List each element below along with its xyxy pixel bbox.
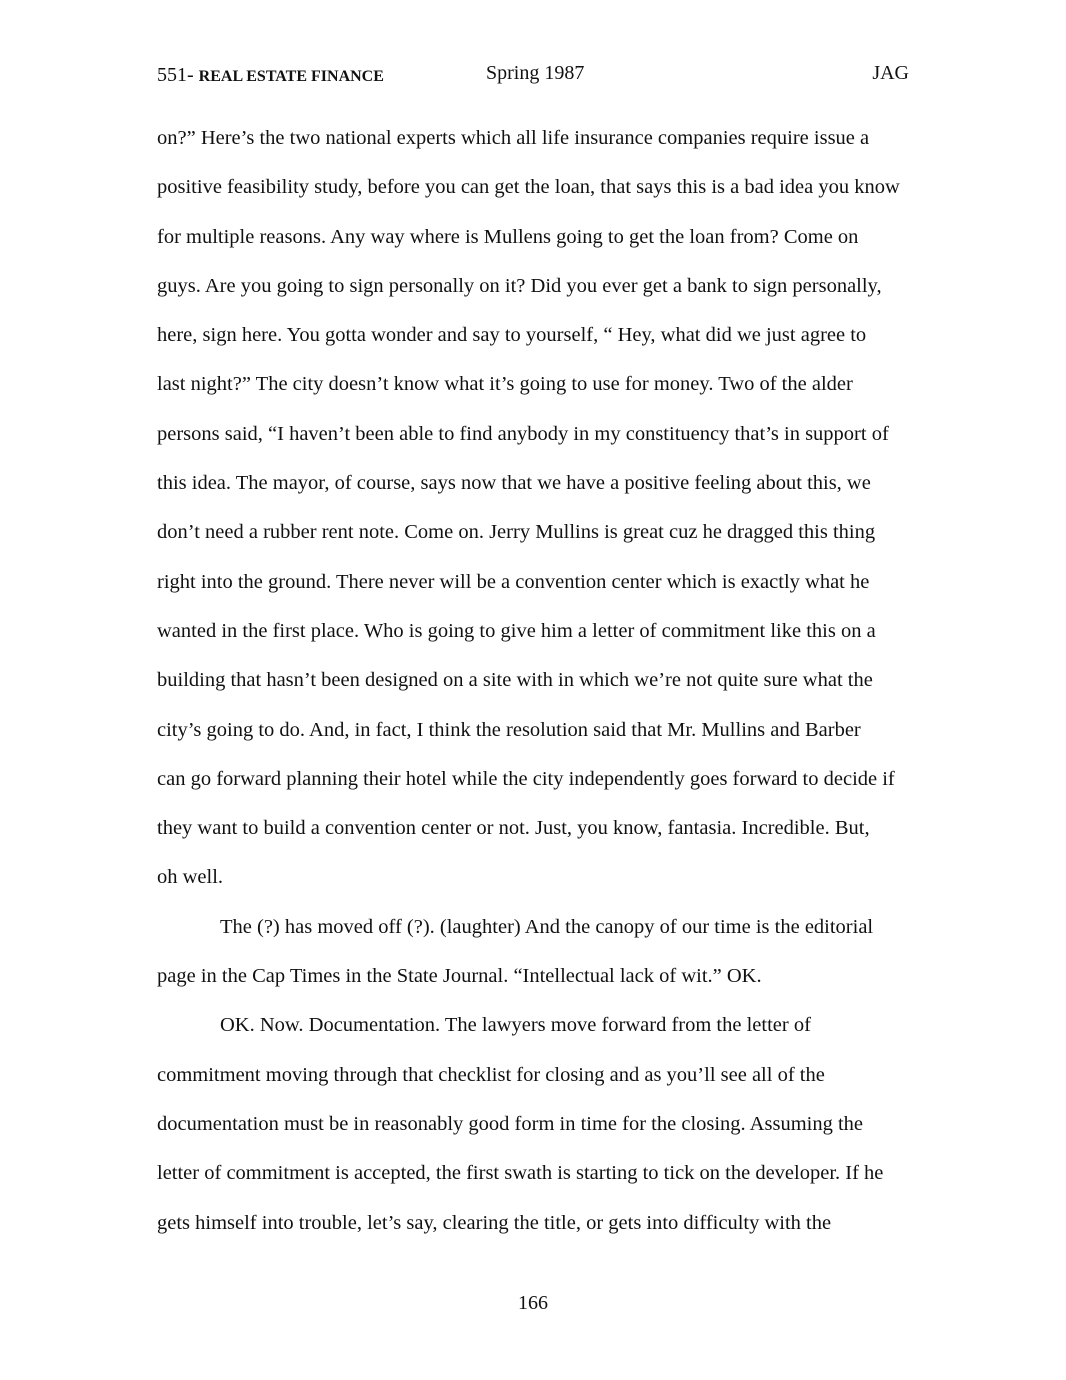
text-line: building that hasn’t been designed on a site with in which we’re not quite sure what the (157, 669, 873, 692)
paragraph-start-line: OK. Now. Documentation. The lawyers move forward from the letter of (220, 1014, 811, 1037)
term-label: Spring 1987 (486, 62, 585, 84)
author-initials: JAG (872, 62, 909, 84)
paragraph-start-line: The (?) has moved off (?). (laughter) And the canopy of our time is the editorial (220, 915, 874, 938)
text-line: oh well. (157, 866, 224, 889)
text-line: positive feasibility study, before you can get the loan, that says this is a bad idea you know (157, 176, 900, 199)
text-line: wanted in the first place. Who is going to give him a letter of commitment like this on a (157, 619, 876, 642)
course-heading (157, 64, 384, 87)
text-line: this idea. The mayor, of course, says now that we have a positive feeling about this, we (157, 472, 871, 495)
text-line: right into the ground. There never will be a convention center which is exactly what he (157, 570, 870, 593)
text-line: last night?” The city doesn’t know what it’s going to use for money. Two of the alder (157, 373, 853, 396)
text-line: commitment moving through that checklist for closing and as you’ll see all of the (157, 1063, 825, 1086)
page-number: 166 (518, 1292, 548, 1314)
text-line: page in the Cap Times in the State Journal. “Intellectual lack of wit.” OK. (157, 965, 762, 988)
course-number: 551- (157, 64, 194, 86)
text-line: gets himself into trouble, let’s say, clearing the title, or gets into difficulty with the (157, 1211, 832, 1234)
text-line: city’s going to do. And, in fact, I think the resolution said that Mr. Mullins and Barber (157, 718, 861, 741)
text-line: here, sign here. You gotta wonder and say to yourself, “ Hey, what did we just agree to (157, 324, 867, 347)
text-line: don’t need a rubber rent note. Come on. Jerry Mullins is great cuz he dragged this thing (157, 521, 876, 544)
text-line: can go forward planning their hotel while the city independently goes forward to decide if (157, 767, 895, 790)
text-line: they want to build a convention center or not. Just, you know, fantasia. Incredible. But, (157, 817, 870, 840)
transcript-body (157, 114, 909, 1248)
course-title: REAL ESTATE FINANCE (198, 68, 384, 85)
text-line: persons said, “I haven’t been able to find anybody in my constituency that’s in support of (157, 422, 889, 445)
text-line: guys. Are you going to sign personally on it? Did you ever get a bank to sign personally, (157, 274, 882, 297)
text-line: on?” Here’s the two national experts which all life insurance companies require issue a (157, 127, 870, 149)
text-line: documentation must be in reasonably good form in time for the closing. Assuming the (157, 1112, 863, 1135)
page-header (157, 62, 909, 92)
text-line: for multiple reasons. Any way where is Mullens going to get the loan from? Come on (157, 225, 859, 248)
text-line: letter of commitment is accepted, the first swath is starting to tick on the developer. If he (157, 1162, 884, 1185)
